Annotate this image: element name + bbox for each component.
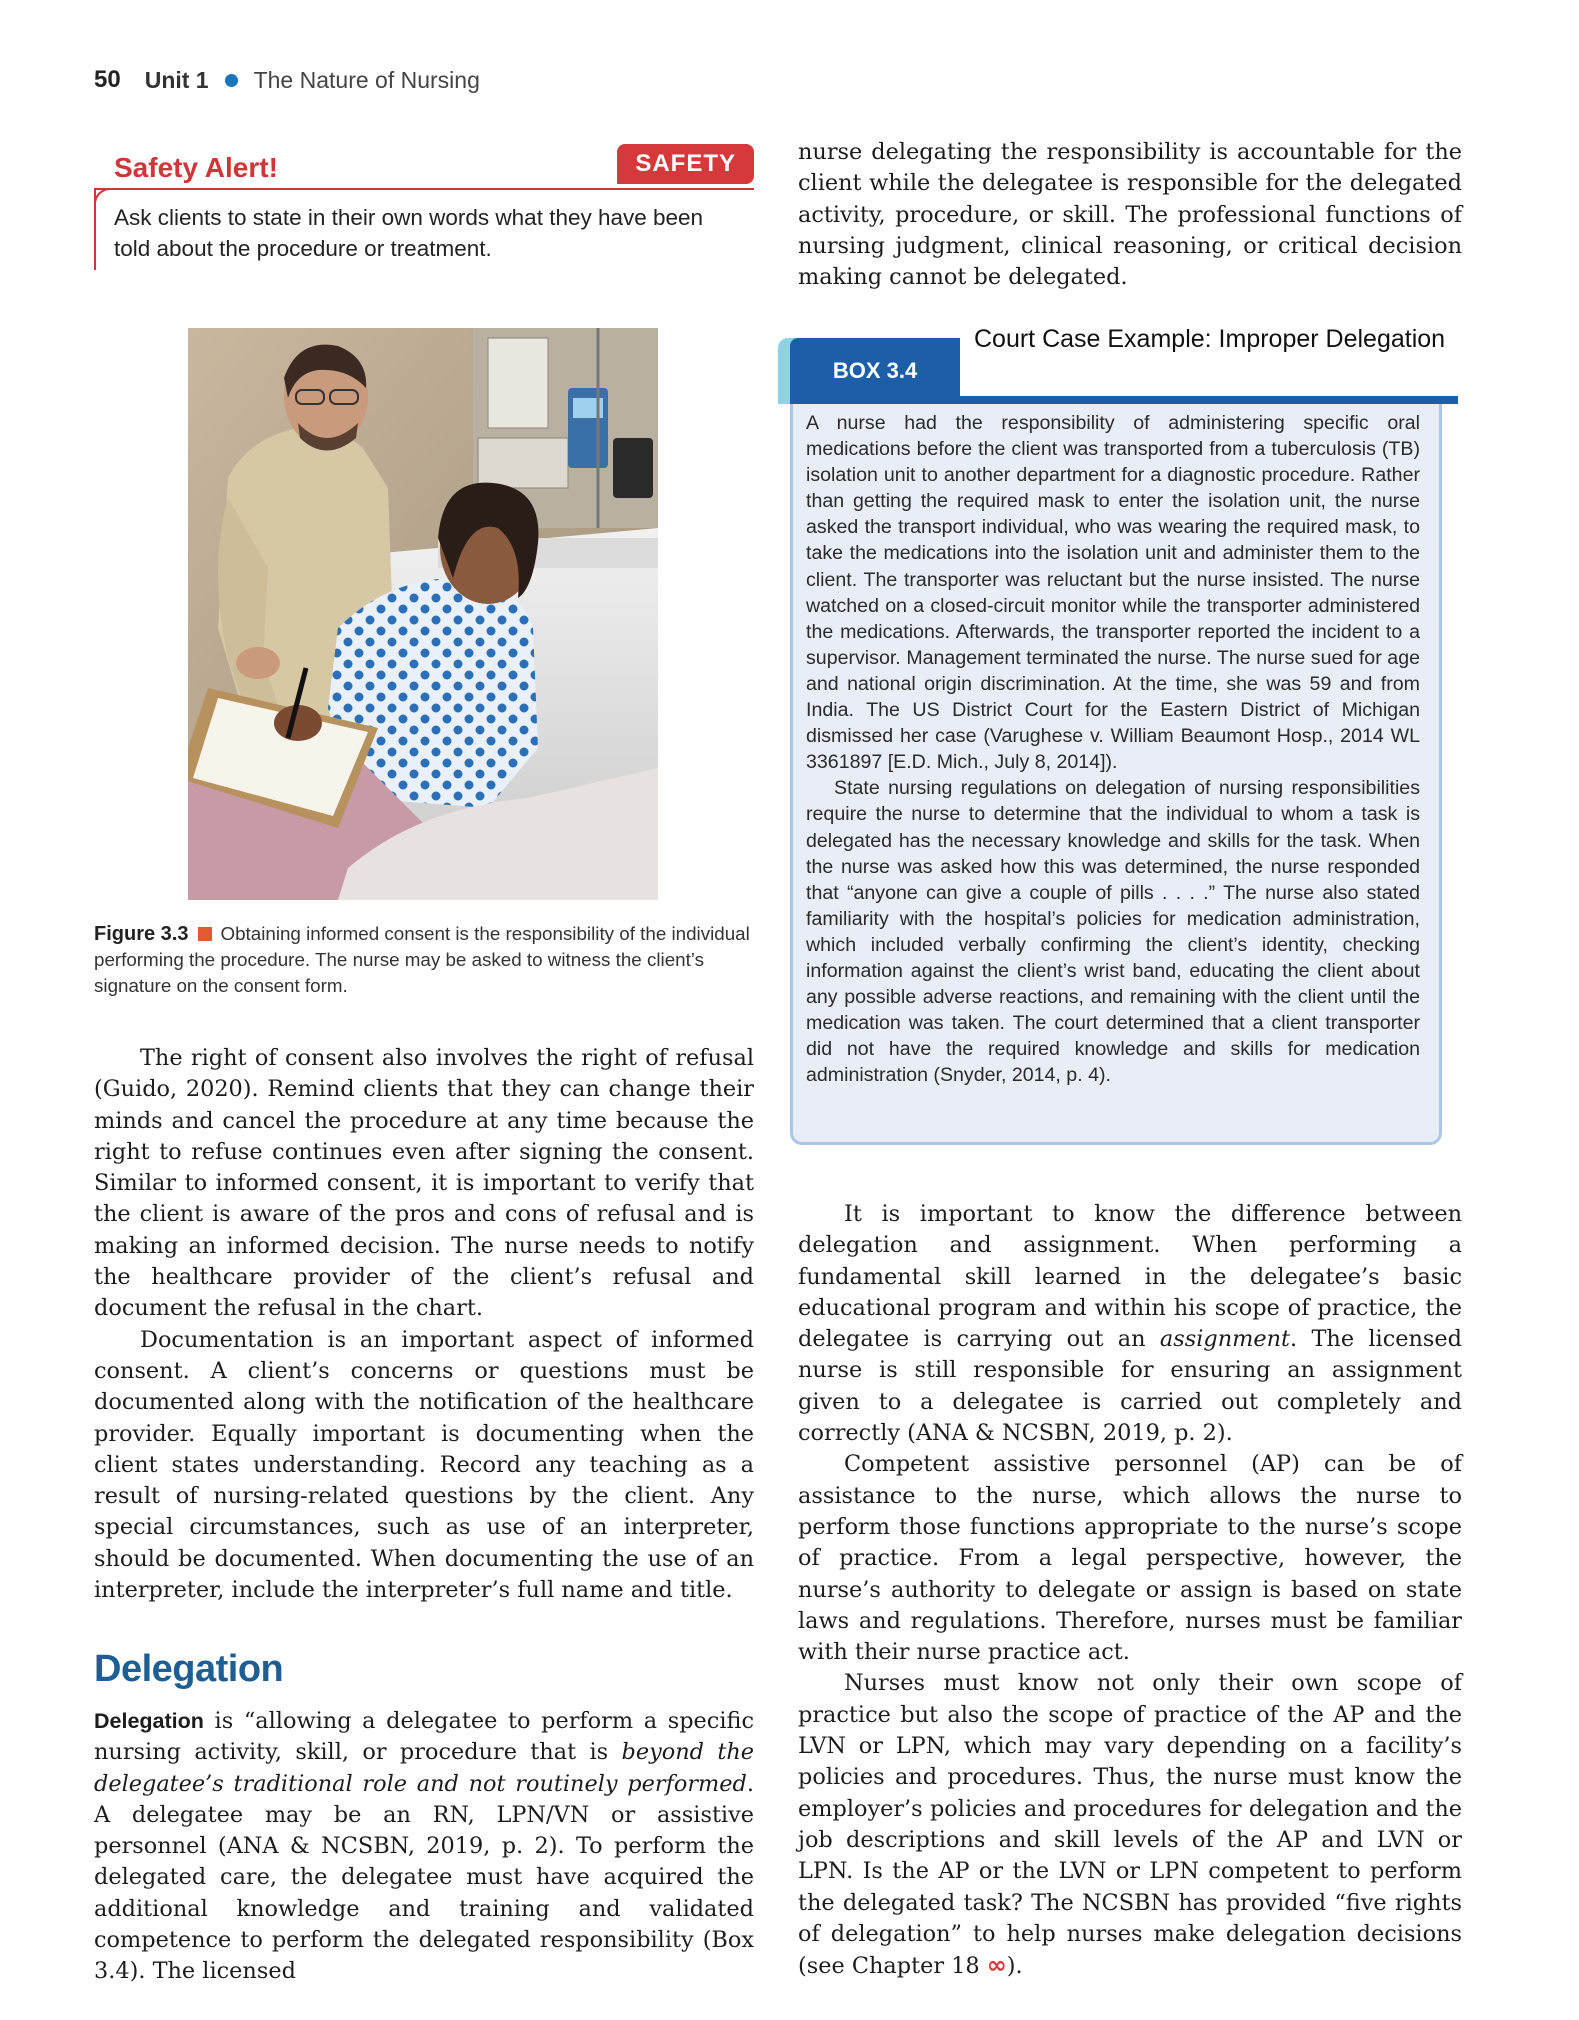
blue-dot-icon bbox=[225, 74, 238, 87]
paragraph-delegation-continued: nurse delegating the responsibility is accountable for the client while the delegatee is responsible for the delegated activity, procedure, or skill. The professional functions of nursing judgment, clinical reasoning, or critical decision making cannot be delegated. bbox=[798, 139, 1462, 291]
page-number: 50 bbox=[94, 66, 121, 93]
safety-alert-title: Safety Alert! bbox=[114, 152, 278, 183]
box-title: Court Case Example: Improper Delegation bbox=[974, 325, 1446, 353]
page-header bbox=[94, 64, 480, 96]
delegation-text-italic: beyond the delegatee’s traditional role and not routinely performed bbox=[94, 1739, 754, 1797]
unit-label: Unit 1 bbox=[144, 66, 209, 93]
delegation-text-b: . A delegatee may be an RN, LPN/VN or assistive personnel (ANA & NCSBN, 2019, p. 2). To perform the delegated care, the delegatee must have acquired the additional knowledge and training and validated competence to perform the delegated responsibility (Box 3.4). The licensed bbox=[94, 1770, 754, 1985]
delegation-body-text bbox=[94, 1706, 754, 1988]
figure-caption-text: Obtaining informed consent is the responsibility of the individual performing the procedure. The nurse may be asked to witness the client’s signature on the consent form. bbox=[94, 923, 750, 996]
paragraph-right-of-refusal: The right of consent also involves the right of refusal (Guido, 2020). Remind clients that they can change their minds and cancel the procedure at any time because the right to refuse continues even after signing the consent. Similar to informed consent, it is important to verify that the client is aware of the pros and cons of refusal and is making an informed decision. The nurse needs to notify the healthcare provider of the client’s refusal and document the refusal in the chart. bbox=[94, 1045, 754, 1322]
box-label: BOX 3.4 bbox=[790, 338, 960, 404]
assignment-text-b: . The licensed nurse is still responsible for ensuring an assignment given to a delegatee is carried out completely and correctly (ANA & NCSBN, 2019, p. 2). bbox=[798, 1326, 1462, 1447]
box-content bbox=[806, 410, 1420, 1088]
infinity-icon[interactable]: ∞ bbox=[986, 1951, 1007, 1980]
running-title: The Nature of Nursing bbox=[253, 66, 480, 93]
left-body-text bbox=[94, 1043, 754, 1606]
delegation-text-a: is “allowing a delegatee to perform a specific nursing activity, skill, or procedure that is bbox=[94, 1708, 754, 1766]
box-paragraph-case: A nurse had the responsibility of administering specific oral medications before the client was transported from a tuberculosis (TB) isolation unit to another department for a diagnostic procedure. Rather than getting the required mask to enter the isolation unit, the nurse asked the transport individual, who was wearing the required mask, to take the medications into the isolation unit and administer them to the client. The transporter was reluctant but the nurse insisted. The nurse watched on a closed-circuit monitor while the transporter administered the medications. Afterwards, the transporter reported the incident to a supervisor. Management terminated the nurse. The nurse sued for age and national origin discrimination. At the time, she was 59 and from India. The US District Court for the Eastern District of Michigan dismissed her case (Varughese v. William Beaumont Hosp., 2014 WL 3361897 [E.D. Mich., July 8, 2014]). bbox=[806, 412, 1420, 774]
assignment-text-italic: assignment bbox=[1159, 1326, 1291, 1353]
figure-caption bbox=[94, 921, 754, 999]
safety-alert-rule bbox=[94, 188, 754, 190]
box-3-4 bbox=[778, 324, 1458, 1159]
assignment-text-a: It is important to know the difference between delegation and assignment. When performing a fundamental skill learned in the delegatee’s basic educational program and within his scope of practice, the delegatee is carrying out an bbox=[798, 1201, 1462, 1353]
section-heading-delegation: Delegation bbox=[94, 1648, 284, 1690]
box-paragraph-regulations: State nursing regulations on delegation of nursing responsibilities require the nurse to determine that the individual to whom a task is delegated has the necessary knowledge and skills for the task. When the nurse was asked how this was determined, the nurse responded that “anyone can give a couple of pills . . . .” The nurse also stated familiarity with the hospital’s policies for medication administration, which included verbally confirming the client’s identity, checking information against the client’s wrist band, educating the client about any possible adverse reactions, and remaining with the client until the medication was taken. The court determined that a client transporter did not have the required knowledge and skills for medication administration (Snyder, 2014, p. 4). bbox=[806, 777, 1420, 1087]
orange-square-icon bbox=[198, 927, 212, 941]
box-title-rule bbox=[960, 396, 1458, 404]
paragraph-assistive-personnel: Competent assistive personnel (AP) can be of assistance to the nurse, which allows the nurse to perform those functions appropriate to the nurse’s scope of practice. From a legal perspective, however, the nurse’s authority to delegate or assign is based on state laws and regulations. Therefore, nurses must be familiar with their nurse practice act. bbox=[798, 1451, 1462, 1666]
scope-text-a: Nurses must know not only their own scope of practice but also the scope of practice of the AP and the LVN or LPN, which may vary depending on a facility’s policies and procedures. Thus, the nurse must know the employer’s policies and procedures for delegation and the job descriptions and skill levels of the AP and LVN or LPN. Is the AP or the LVN or LPN competent to perform the delegated task? The NCSBN has provided “five rights of delegation” to help nurses make delegation decisions (see Chapter 18 bbox=[798, 1670, 1462, 1980]
safety-alert-corner bbox=[94, 188, 114, 208]
scope-text-b: ). bbox=[1006, 1953, 1023, 1980]
paragraph-delegation-vs-assignment bbox=[798, 1199, 1462, 1449]
right-top-body-text bbox=[798, 137, 1462, 293]
figure-label: Figure 3.3 bbox=[94, 923, 189, 945]
figure-photo-nurse-consent bbox=[188, 328, 658, 900]
paragraph-documentation: Documentation is an important aspect of informed consent. A client’s concerns or questions must be documented along with the notification of the healthcare provider. Equally important is documenting when the client states understanding. Record any teaching as a result of nursing-related questions by the client. Any special circumstances, such as use of an interpreter, should be documented. When documenting the use of an interpreter, include the interpreter’s full name and title. bbox=[94, 1326, 754, 1604]
paragraph-delegation-definition bbox=[94, 1706, 754, 1988]
key-term-delegation: Delegation bbox=[94, 1709, 204, 1733]
safety-alert bbox=[94, 138, 754, 274]
right-bottom-body-text bbox=[798, 1199, 1462, 1982]
safety-badge: SAFETY bbox=[617, 144, 754, 184]
safety-alert-text: Ask clients to state in their own words what they have been told about the procedure or treatment. bbox=[114, 205, 704, 261]
paragraph-scope-of-practice bbox=[798, 1668, 1462, 1982]
